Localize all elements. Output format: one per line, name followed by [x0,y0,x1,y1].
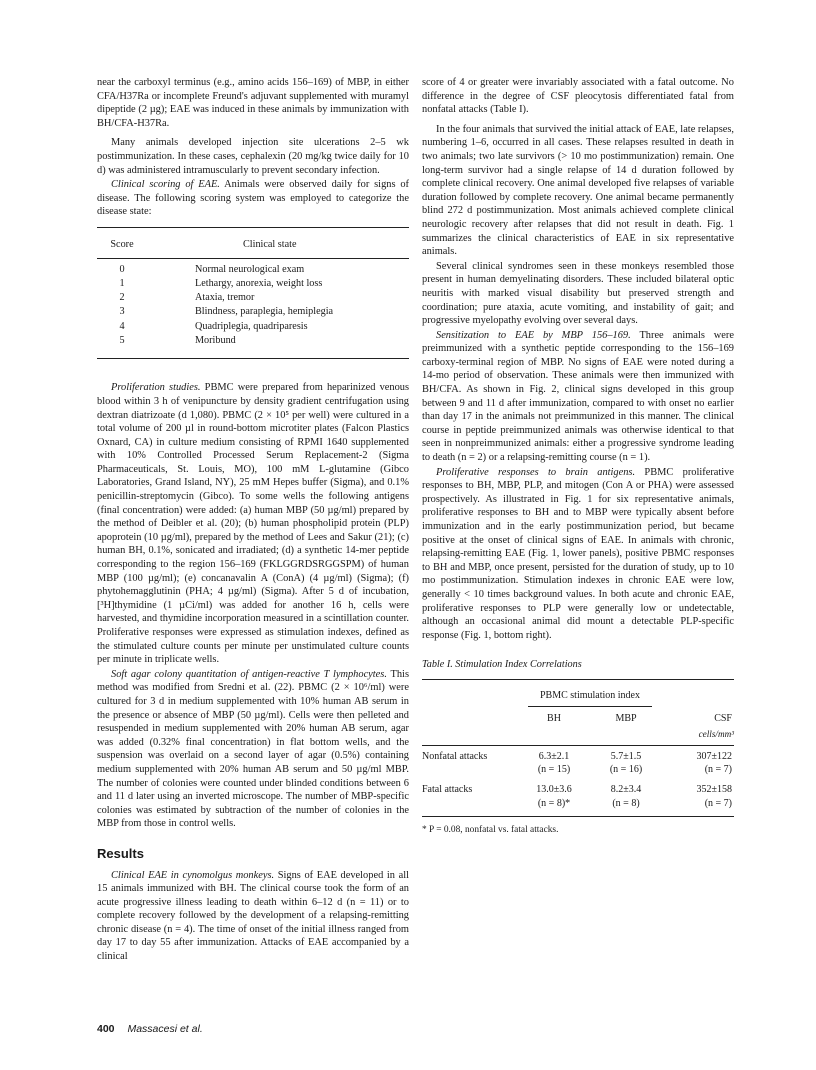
table-footnote: * P = 0.08, nonfatal vs. fatal attacks. [422,825,559,836]
column-header-csf: CSF [714,712,732,724]
paragraph: Sensitization to EAE by MBP 156–169. Three animals were preimmunized with a synthetic peptide corresponding to the 156–169 carboxy-terminal region of MBP. No signs of EAE were noted during a 14-mo period of observation. These animals were then immunized with BH/CFA. As shown in Fig. 2, clinical signs developed in this group between 9 and 11 d after immunization, compared to with onset no earlier than day 17 in the animals not preimmunized in this manner. The clinical course in peptide preimmunized animals was otherwise identical to that seen in nonpreimmunized animals: either a progressive syndrome leading to death (n = 2) or a relapsing-remitting course (n = 1). [422,329,734,464]
page-number: 400 [97,1023,115,1035]
paragraph: near the carboxyl terminus (e.g., amino acids 156–169) of MBP, in either CFA/H37Ra or incomplete Freund's adjuvant supplemented with muramyl dipeptide (2 µg); EAE was induced in these animals by immunization with BH/CFA-H37Ra. [97,77,409,129]
paragraph: Soft agar colony quantitation of antigen-reactive T lymphocytes. This method was modified from Sredni et al. (22). PBMC (2 × 10⁶/ml) were cultured for 3 d in medium supplemented with 10% human AB serum in the presence or absence of MBP (50 µg/ml). Cells were then pelleted and resuspended in medium supplemented with 20% human AB serum, agar was added (0.32% final concentration) in flat bottom wells, and the suspension was overlaid on a second layer of agar (0.5%) containing medium supplemented with 20% human AB serum and 50 µg/ml MBP. The number of colonies were counted under blinded conditions between 6 and 11 d later using an inverted microscope. The number of MBP-specific colonies was estimated by subtraction of the number of colonies in the MBP from those in control wells. [97,668,409,830]
table-row: 3 Blindness, paraplegia, hemiplegia [119,306,334,318]
clinical-state-header: Clinical state [147,227,409,258]
paragraph: score of 4 or greater were invariably associated with a fatal outcome. No difference in the degree of CSF pleocytosis differentiated fatal from nonfatal attacks (Table I). [422,77,734,116]
run-in-heading: Soft agar colony quantitation of antigen-reactive T lymphocytes. [111,668,387,680]
column-header-bh: BH [547,712,561,724]
results-heading: Results [97,845,144,861]
stimulation-index-table [422,679,734,817]
clinical-score-table [97,227,409,359]
run-in-heading: Sensitization to EAE by MBP 156–169. [436,329,631,341]
score-header: Score [97,227,147,258]
table-row: 1 Lethargy, anorexia, weight loss [119,277,323,289]
table-title: Table I. Stimulation Index Correlations [422,659,582,671]
table-row: Fatal attacks 13.0±3.6 8.2±3.4 352±158 [422,783,732,795]
paragraph: Many animals developed injection site ulcerations 2–5 wk postimmunization. In these cases, cephalexin (20 mg/kg twice daily for 10 d) was administered intramuscularly to prevent secondary infection. [97,137,409,176]
group-header: PBMC stimulation index [518,679,662,706]
paragraph: Proliferative responses to brain antigens. PBMC proliferative responses to BH, MBP, PLP, and mitogen (Con A or PHA) were assessed prospectively. As illustrated in Fig. 1 for six representative animals, proliferative responses to BH and to MBP were typically absent before immunization and in the early postimmunization period, but became positive at the onset of clinical signs of EAE. In animals with chronic, relapsing-remitting EAE (Fig. 1, lower panels), positive PBMC responses to BH and MBP, once present, persisted for the duration of study, up to 10 mo postimmunization. Stimulation indexes in chronic EAE were low, generally < 10 times background values. In both acute and chronic EAE, proliferative responses to PLP were generally low or undetectable, although an occasional animal did mount a detectable PLP-specific response (Fig. 1, bottom right). [422,466,734,641]
paragraph: Proliferation studies. PBMC were prepared from heparinized venous blood within 3 h of venipuncture by density gradient centrifugation using dextran diatrizoate (d 1,080). PBMC (2 × 10⁵ per well) were cultured in a total volume of 200 µl in round-bottom microtiter plates (Falcon Plastics Oxnard, CA) in culture medium consisting of RPMI 1640 supplemented with 10% Controlled Processed Serum Replacement-2 (Sigma Pharmaceuticals, St. Louis, MO), 100 mM L-glutamine (Gibco Laboratories, Grand Island, NY), 25 mM Hepes buffer (Sigma), and 0.1% penicillin-streptomycin (Gibco). To some wells the following antigens (final concentration) were added: (a) human MBP (50 µg/ml) prepared by the method of Deibler et al. (20); (b) human phospholipid protein (PLP) apoprotein (10 µg/ml), prepared by the method of Lees and Sakur (21); (c) human BH, 0.1%, sonicated and irradiated; (d) a synthetic 14-mer peptide corresponding to the region 156–169 (FKLGGRDSRGGSPM) of human MBP (100 µg/ml); (e) concanavalin A (ConA) (4 µg/ml) (Sigma); (f) phytohemagglutinin (PHA; 4 µg/ml) (Sigma). After 5 d of incubation, [³H]thymidine (1 µCi/ml) was added for another 16 h, cells were harvested, and thymidine incorporation measured in a scintillation counter. Proliferative responses were expressed as stimulation indexes, defined as the stimulated culture counts per minute per unstimulated culture counts per minute in triplicate wells. [97,382,410,666]
run-in-heading: Proliferation studies. [111,382,201,394]
run-in-heading: Proliferative responses to brain antigens. [436,466,636,478]
run-in-heading: Clinical scoring of EAE. [111,179,220,191]
page-footer [97,1023,203,1035]
paragraph: Clinical scoring of EAE. Animals were observed daily for signs of disease. The following scoring system was employed to categorize the disease state: [97,179,409,218]
running-authors: Massacesi et al. [127,1023,203,1035]
table-row: Nonfatal attacks 6.3±2.1 5.7±1.5 307±122 [422,750,732,762]
paragraph: Several clinical syndromes seen in these monkeys resembled those present in human demyelinating disorders. These included bilateral optic neuritis with marked visual disability but preserved strength and coordination; pure ataxia, acute vomiting, and instability of gait; and progressive myelopathy evolving over several days. [422,260,734,327]
paragraph: Clinical EAE in cynomolgus monkeys. Signs of EAE developed in all 15 animals immunized with BH. The clinical course took the form of an acute progressive illness leading to death within 6–12 d (n = 11) or to complete recovery followed by the development of a relapsing-remitting chronic disease (n = 4). The time of onset of the initial illness ranged from day 17 to day 55 after immunization. Attacks of EAE accompanied by a clinical [97,869,409,963]
paragraph: In the four animals that survived the initial attack of EAE, late relapses, numbering 1–6, occurred in all cases. These relapses resulted in death in two animals; two late survivors (> 10 mo postimmunization) remain. One long-term survivor had a single relapse of 14 d duration followed by complete clinical recovery. One animal developed five relapses of variable duration followed by complete recovery. One animal became permanently blind 272 d postimmunization. Most animals achieved complete clinical neurologic recovery after relapses that did not result in death. Fig. 1 summarizes the clinical characteristics of EAE in six representative animals. [422,123,734,258]
table-row: 4 Quadriplegia, quadriparesis [119,320,308,332]
left-column [97,76,409,964]
column-header-mbp: MBP [615,712,637,724]
table-row: 2 Ataxia, tremor [119,292,255,304]
csf-units: cells/mm³ [662,725,734,745]
right-column [422,76,734,838]
table-row: 5 Moribund [119,335,236,347]
table-row: (n = 8)* (n = 8) (n = 7) [537,797,732,809]
table-row: 0 Normal neurological exam [119,263,305,275]
run-in-heading: Clinical EAE in cynomolgus monkeys. [111,869,275,881]
table-row: (n = 15) (n = 16) (n = 7) [537,764,732,776]
